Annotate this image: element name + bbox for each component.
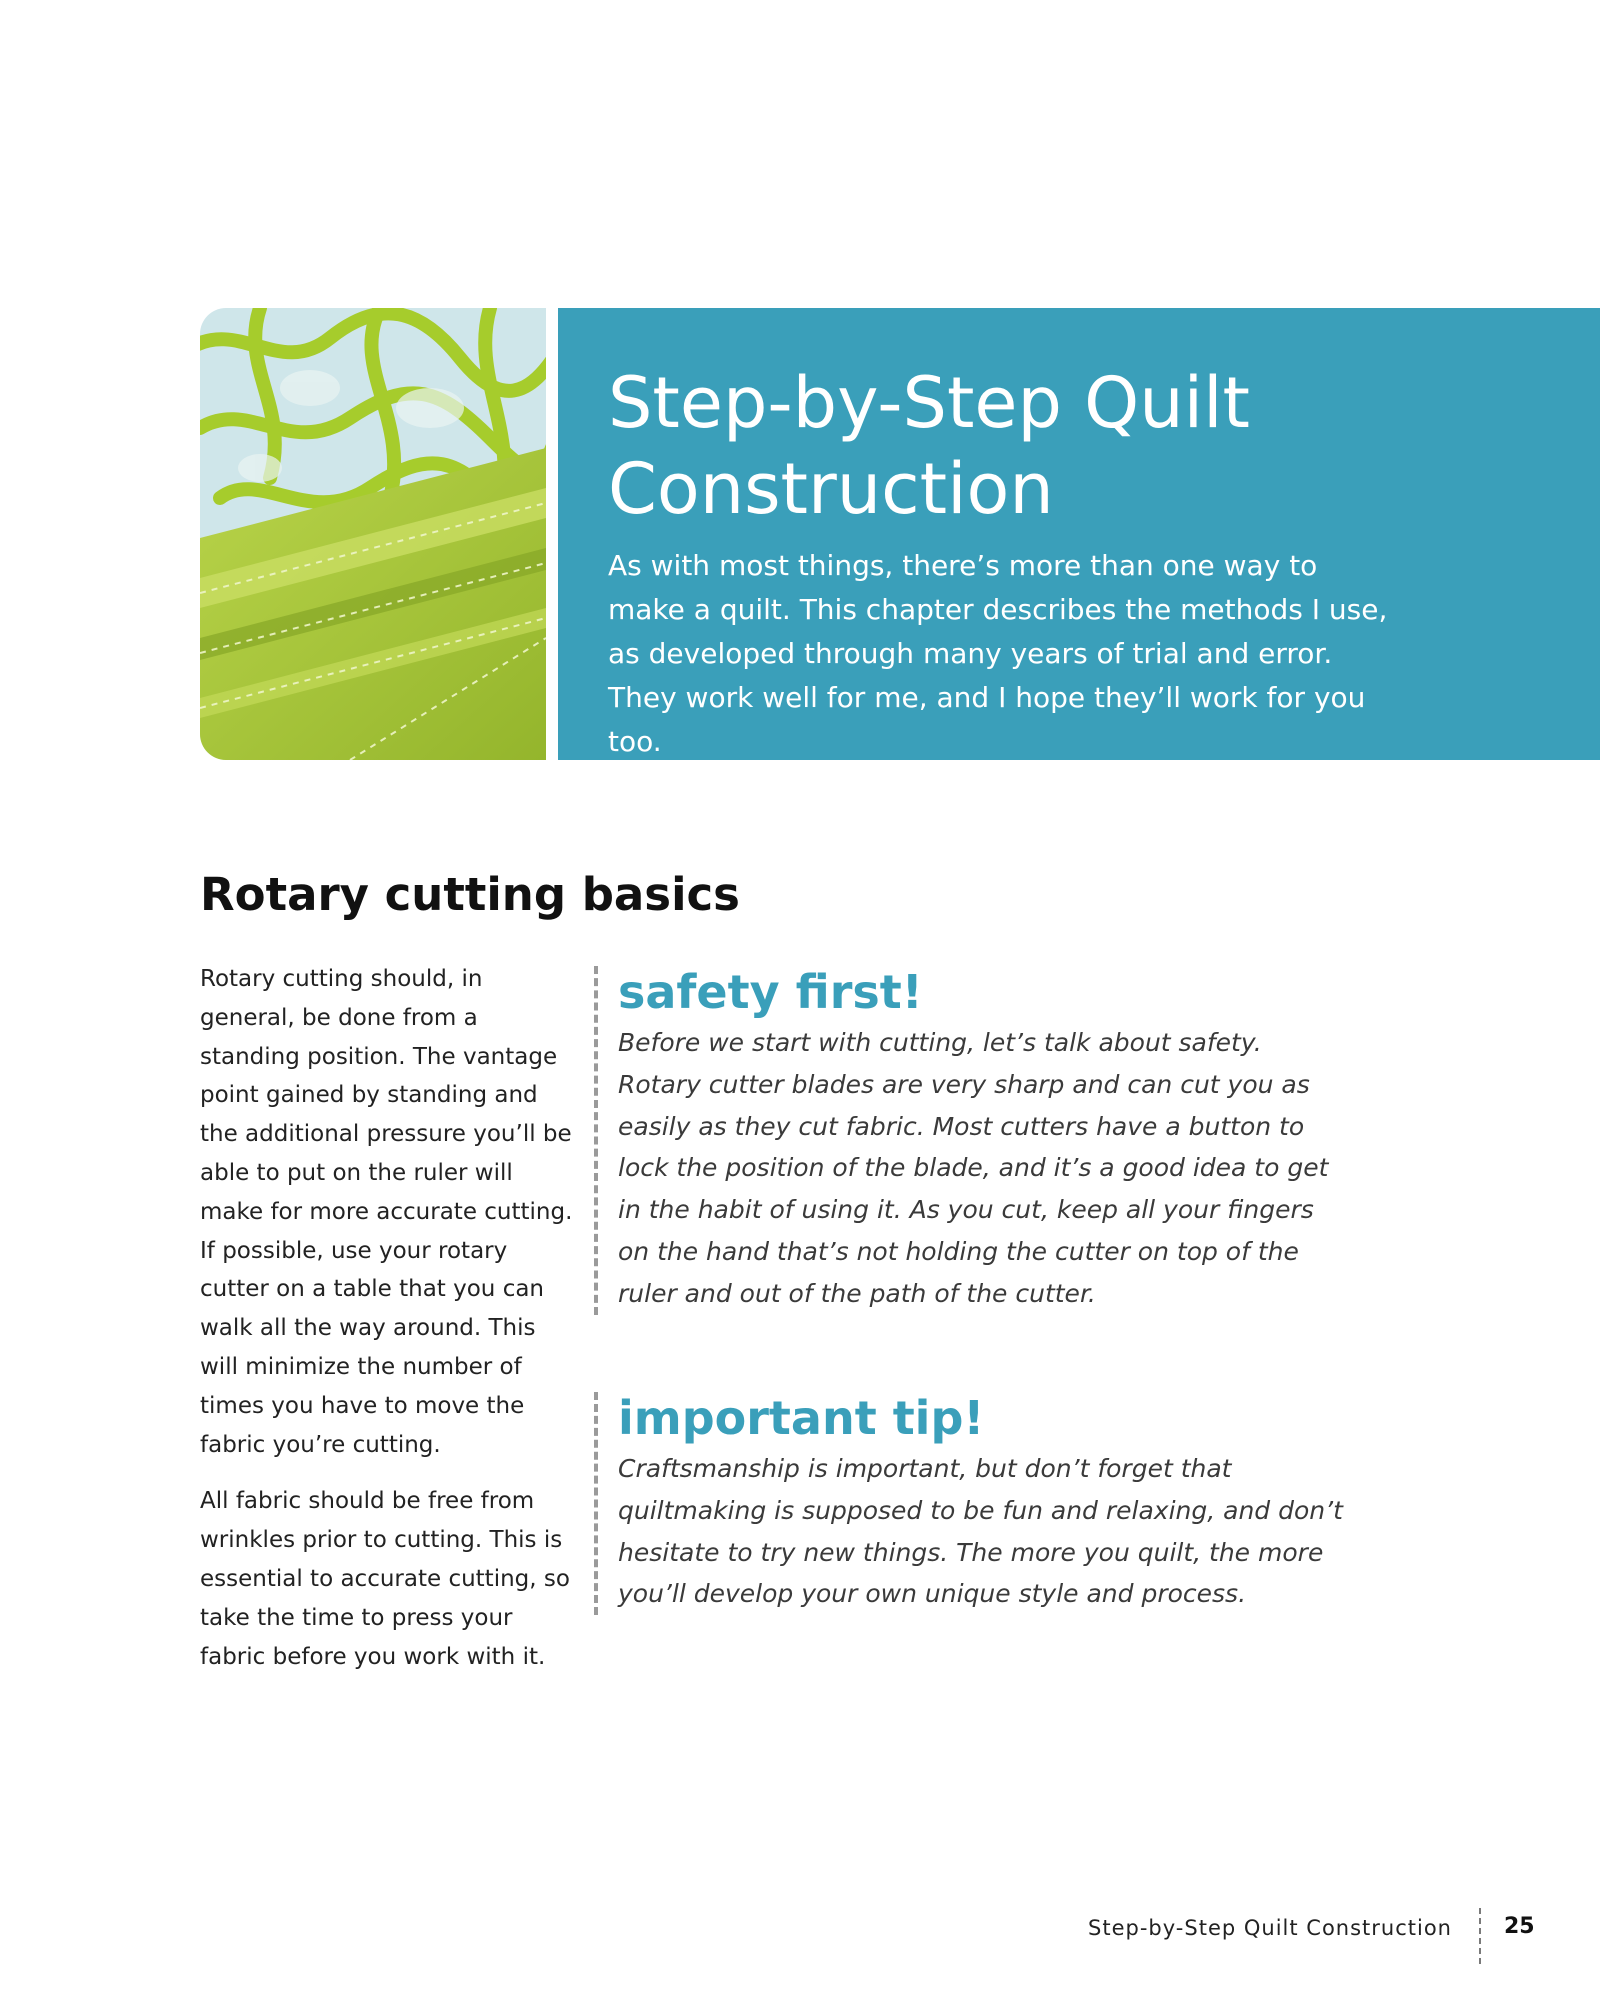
important-tip-box bbox=[594, 1392, 1358, 1615]
running-title-text: Step-by-Step Quilt Construction bbox=[1088, 1916, 1452, 1940]
body-paragraph: Rotary cutting should, in general, be done from a standing position. The vantage point gained by standing and the additional pressure you’ll be able to put on the ruler will make for more accurate cutting. If possible, use your rotary cutter on a table that you can walk all the way around. This will minimize the number of times you have to move the fabric you’re cutting. bbox=[200, 966, 573, 1458]
important-tip-heading: important tip! bbox=[618, 1391, 985, 1445]
body-column bbox=[200, 960, 580, 1694]
running-footer-title bbox=[1088, 1916, 1452, 1940]
safety-tip-box bbox=[594, 966, 1338, 1315]
safety-tip-heading: safety first! bbox=[618, 965, 923, 1019]
chapter-header-panel bbox=[558, 308, 1600, 760]
chapter-title: Step-by-Step Quilt Construction bbox=[608, 362, 1250, 530]
section-heading: Rotary cutting basics bbox=[200, 868, 740, 921]
chapter-intro: As with most things, there’s more than one way to make a quilt. This chapter describes the methods I use, as developed through many years of trial and error. They work well for me, and I hope they’ll work for you too. bbox=[608, 549, 1388, 758]
body-paragraph: All fabric should be free from wrinkles prior to cutting. This is essential to accurate cutting, so take the time to press your fabric before you work with it. bbox=[200, 1488, 570, 1670]
page-number: 25 bbox=[1504, 1914, 1535, 1939]
important-tip-text: Craftsmanship is important, but don’t forget that quiltmaking is supposed to be fun and relaxing, and don’t hesitate to try new things. The more you quilt, the more you’ll develop your own unique style and process. bbox=[618, 1454, 1343, 1609]
quilt-fabric-image bbox=[200, 308, 546, 760]
footer-divider bbox=[1479, 1908, 1481, 1964]
hero-photo bbox=[200, 308, 546, 760]
safety-tip-text: Before we start with cutting, let’s talk about safety. Rotary cutter blades are very sharp and can cut you as easily as they cut fabric. Most cutters have a button to lock the position of the blade, and it’s a good idea to get in the habit of using it. As you cut, keep all your fingers on the hand that’s not holding the cutter on top of the ruler and out of the path of the cutter. bbox=[618, 1028, 1329, 1308]
